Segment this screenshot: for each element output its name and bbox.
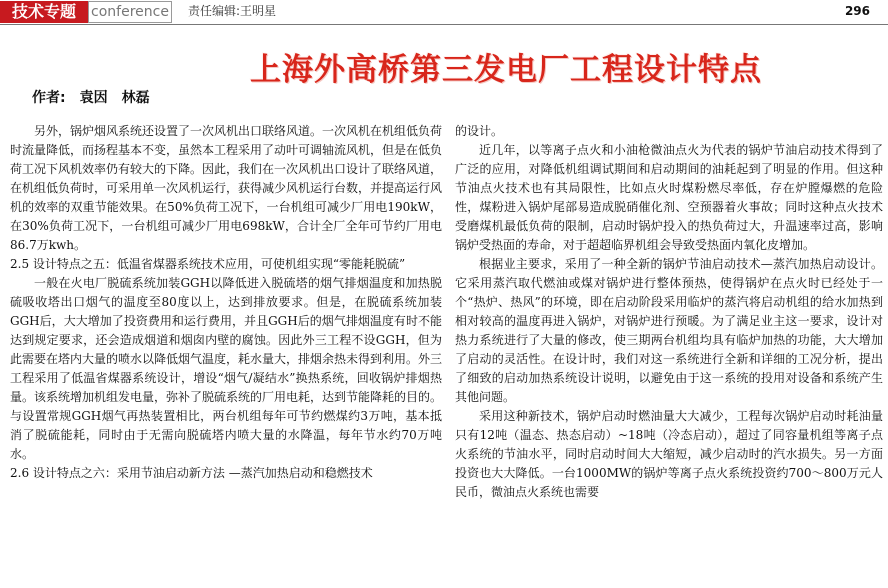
article-title: 上海外高桥第三发电厂工程设计特点: [250, 52, 762, 88]
section-heading: 2.5 设计特点之五：低温省煤器系统技术应用，可使机组实现“零能耗脱硫”: [10, 257, 406, 271]
article-authors: [32, 89, 164, 107]
section-tag-english: conference: [88, 1, 172, 23]
editor-credit: 责任编辑:王明星: [188, 4, 277, 18]
paragraph: 近几年，以等离子点火和小油枪微油点火为代表的锅炉节油启动技术得到了广泛的应用，对降低机组调试期间和启动期间的油耗起到了明显的作用。但这种节油点火技术也有其局限性，比如点火时煤粉燃尽率低，存在炉膛爆燃的危险性，煤粉进入锅炉尾部易造成脱硝催化剂、空预器着火事故；同时这种点火技术受磨煤机最低负荷的限制，启动时锅炉投入的热负荷过大，升温速率过高，影响锅炉受热面的寿命，对于超超临界机组会导致受热面内氧化皮增加。: [455, 143, 883, 252]
section-tag: 技术专题: [0, 1, 88, 23]
page-header: [0, 0, 888, 26]
header-rule: [0, 24, 888, 25]
author-name: 林磊: [121, 90, 150, 106]
section-heading: 2.6 设计特点之六：采用节油启动新方法 —蒸汽加热启动和稳燃技术: [10, 466, 373, 480]
author-name: 袁因: [79, 90, 108, 106]
paragraph: 一般在火电厂脱硫系统加装GGH以降低进入脱硫塔的烟气排烟温度和加热脱硫吸收塔出口烟气的温度至80度以上，达到排放要求。但是，在脱硫系统加装GGH后，大大增加了投资费用和运行费用，并且GGH后的烟气排烟温度有时不能达到规定要求，还会造成烟道和烟囱内壁的腐蚀。因此外三工程不设GGH，但为此需要在塔内大量的喷水以降低烟气温度，耗水量大，排烟余热未得到利用。外三工程采用了低温省煤器系统设计，增设“烟气/凝结水”换热系统，回收锅炉排烟热量。该系统增加机组发电量，弥补了脱硫系统的厂用电耗，达到节能降耗的目的。与设置常规GGH烟气再热装置相比，两台机组每年可节约燃煤约3万吨，基本抵消了脱硫能耗，同时由于无需向脱硫塔内喷大量的水降温，每年节水约70万吨水。: [10, 276, 443, 461]
paragraph: 的设计。: [455, 124, 504, 138]
right-column: [455, 122, 883, 502]
paragraph: 采用这种新技术，锅炉启动时燃油量大大减少，工程每次锅炉启动时耗油量只有12吨（温态、热态启动）~18吨（冷态启动），超过了同容量机组等离子点火系统的节油水平，同时启动时间大大缩短，减少启动时的汽水损失。另一方面投资也大大降低。一台1000MW的锅炉等离子点火系统投资约700～800万元人民币，微油点火系统也需要: [455, 409, 883, 499]
left-column: [10, 122, 442, 483]
paragraph: 根据业主要求，采用了一种全新的锅炉节油启动技术—蒸汽加热启动设计。它采用蒸汽取代燃油或煤对锅炉进行整体预热，使得锅炉在点火时已经处于一个“热炉、热风”的环境，即在启动阶段采用临炉的蒸汽将启动机组的给水加热到相对较高的温度再进入锅炉，对锅炉进行预暖。为了满足业主这一要求，设计对热力系统进行了大量的修改，使三期两台机组均具有临炉加热的功能，大大增加了启动的灵活性。在设计时，我们对这一系统进行全新和详细的工况分析，提出了细致的启动加热系统设计说明，以避免由于这一系统的投用对设备和系统产生其他问题。: [455, 257, 883, 404]
authors-label: 作者:: [32, 90, 66, 106]
page-number: 296: [844, 4, 870, 18]
paragraph: 另外，锅炉烟风系统还设置了一次风机出口联络风道。一次风机在机组低负荷时流量降低，而扬程基本不变，虽然本工程采用了动叶可调轴流风机，但是在低负荷工况下风机效率仍有较大的下降。因此，我们在一次风机出口设计了联络风道，在机组低负荷时，可采用单一次风机运行，获得减少风机运行台数，并提高运行风机的效率的双重节能效果。在50%负荷工况下，一台机组可减少厂用电190kW，在30%负荷工况下，一台机组可减少厂用电698kW，合计全厂全年可节约厂用电86.7万kwh。: [10, 124, 443, 252]
